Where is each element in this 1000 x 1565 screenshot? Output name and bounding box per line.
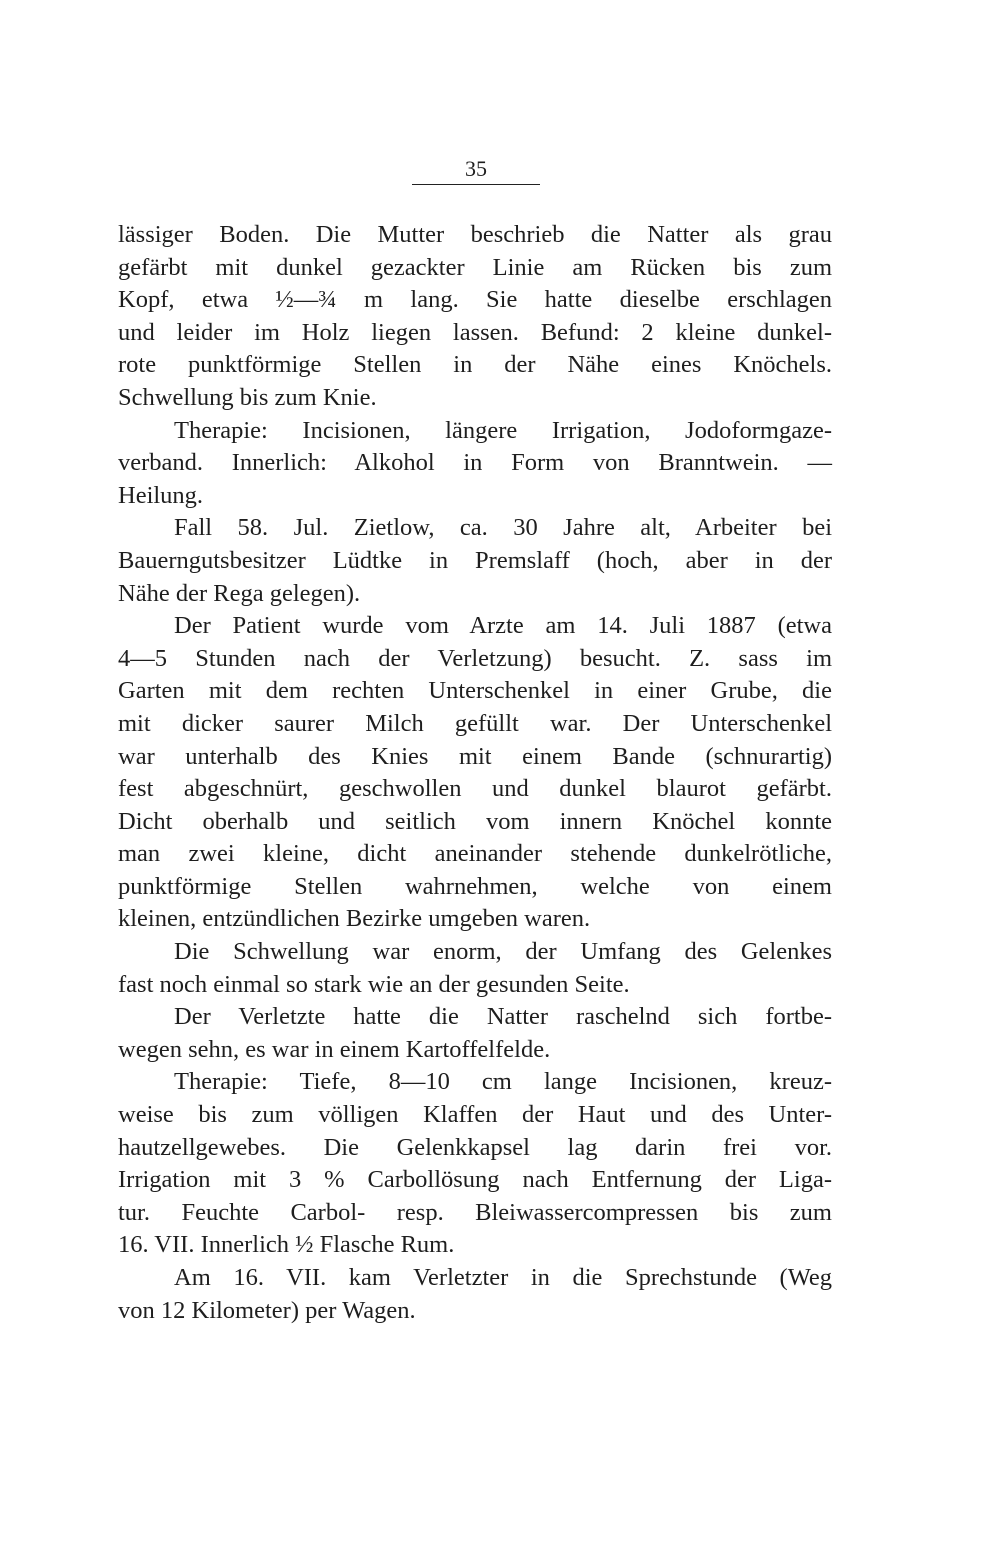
text-line: Der Verletzte hatte die Natter raschelnd sich fortbe- xyxy=(174,1003,832,1031)
text-line: tur. Feuchte Carbol- resp. Bleiwassercompressen bis zum xyxy=(118,1198,832,1226)
text-line: Garten mit dem rechten Unterschenkel in einer Grube, die xyxy=(118,677,832,705)
page-number: 35 xyxy=(465,156,487,181)
text-line: man zwei kleine, dicht aneinander stehende dunkelrötliche, xyxy=(118,840,832,868)
text-line: weise bis zum völligen Klaffen der Haut und des Unter- xyxy=(118,1101,832,1129)
text-line: und leider im Holz liegen lassen. Befund: 2 kleine dunkel- xyxy=(118,318,832,346)
text-line: Der Patient wurde vom Arzte am 14. Juli 1887 (etwa xyxy=(174,612,832,640)
text-line: punktförmige Stellen wahrnehmen, welche von einem xyxy=(118,872,832,900)
text-line: 16. VII. Innerlich ½ Flasche Rum. xyxy=(118,1231,455,1259)
text-line: mit dicker saurer Milch gefüllt war. Der Unterschenkel xyxy=(118,709,832,737)
text-line: Die Schwellung war enorm, der Umfang des Gelenkes xyxy=(174,938,832,966)
text-line: Heilung. xyxy=(118,481,204,509)
text-line: wegen sehn, es war in einem Kartoffelfelde. xyxy=(118,1035,551,1063)
text-line: Kopf, etwa ½—¾ m lang. Sie hatte dieselbe erschlagen xyxy=(118,286,832,314)
text-line: Therapie: Tiefe, 8—10 cm lange Incisionen, kreuz- xyxy=(174,1068,832,1096)
text-line: fest abgeschnürt, geschwollen und dunkel blaurot gefärbt. xyxy=(118,775,832,803)
text-line: Bauerngutsbesitzer Lüdtke in Premslaff (hoch, aber in der xyxy=(118,546,832,574)
text-line: Schwellung bis zum Knie. xyxy=(118,383,377,411)
text-line: verband. Innerlich: Alkohol in Form von Branntwein. — xyxy=(118,449,832,477)
text-line: Therapie: Incisionen, längere Irrigation, Jodoformgaze- xyxy=(174,416,832,444)
body-text xyxy=(118,219,832,1327)
text-line: Irrigation mit 3 % Carbollösung nach Entfernung der Liga- xyxy=(118,1166,832,1194)
page-number-rule xyxy=(412,184,540,185)
text-line: Nähe der Rega gelegen). xyxy=(118,579,361,607)
text-line: 4—5 Stunden nach der Verletzung) besucht. Z. sass im xyxy=(118,644,832,672)
text-line: von 12 Kilometer) per Wagen. xyxy=(118,1296,416,1324)
case-heading-line: Fall 58. Jul. Zietlow, ca. 30 Jahre alt, Arbeiter bei xyxy=(174,514,832,542)
text-line: war unterhalb des Knies mit einem Bande (schnurartig) xyxy=(118,742,832,770)
text-line: Am 16. VII. kam Verletzter in die Sprechstunde (Weg xyxy=(174,1264,832,1291)
text-line: hautzellgewebes. Die Gelenkkapsel lag darin frei vor. xyxy=(118,1133,832,1161)
text-line: kleinen, entzündlichen Bezirke umgeben waren. xyxy=(118,905,591,933)
text-line: fast noch einmal so stark wie an der gesunden Seite. xyxy=(118,970,630,998)
text-line: Dicht oberhalb und seitlich vom innern Knöchel konnte xyxy=(118,807,832,835)
text-line: gefärbt mit dunkel gezackter Linie am Rücken bis zum xyxy=(118,253,832,281)
text-line: lässiger Boden. Die Mutter beschrieb die Natter als grau xyxy=(118,221,832,248)
text-line: rote punktförmige Stellen in der Nähe eines Knöchels. xyxy=(118,351,832,379)
